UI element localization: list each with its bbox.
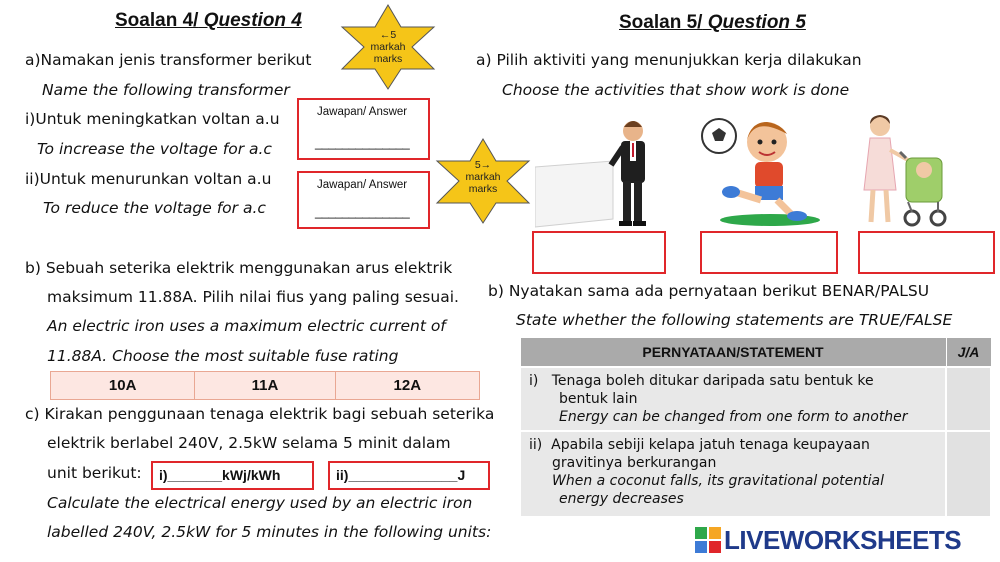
answer-line: ______________ <box>315 204 410 219</box>
q4c-line5: labelled 240V, 2.5kW for 5 minutes in the following units: <box>47 523 492 541</box>
answer-cell-1[interactable] <box>946 367 991 431</box>
statement-2-num: ii) <box>529 436 543 453</box>
liveworksheets-icon <box>695 527 721 553</box>
answer-label: Jawapan/ Answer <box>317 179 408 191</box>
answer-line: ______________ <box>315 135 410 150</box>
statement-col-header: PERNYATAAN/STATEMENT <box>520 338 946 367</box>
q4a-ii-ms: ii)Untuk menurunkan voltan a.u <box>25 170 272 188</box>
fuse-options-table <box>50 371 480 400</box>
q5a-question-ms: a) Pilih aktiviti yang menunjukkan kerja dilakukan <box>476 51 862 69</box>
statement-1-en1: Energy can be changed from one form to another <box>559 408 908 425</box>
q4b-line1: b) Sebuah seterika elektrik menggunakan arus elektrik <box>25 259 453 277</box>
q4a-i-ms: i)Untuk meningkatkan voltan a.u <box>25 110 280 128</box>
statement-2-en2: energy decreases <box>559 490 684 507</box>
statement-1-ms1: Tenaga boleh ditukar daripada satu bentuk ke <box>551 372 874 389</box>
q4a-ii-en: To reduce the voltage for a.c <box>43 199 266 217</box>
q4b-line3: An electric iron uses a maximum electric current of <box>47 317 446 335</box>
answer-cell-2[interactable] <box>946 431 991 517</box>
answer-box-reduce[interactable] <box>297 171 430 229</box>
picture-woman-pushing-stroller <box>840 112 955 230</box>
star-marks: marks <box>468 183 498 195</box>
statement-table <box>519 337 992 518</box>
q5a-question-en: Choose the activities that show work is done <box>502 81 850 99</box>
picture-man-pushing-wall <box>535 115 675 230</box>
q4-heading: Soalan 4/ Question 4 <box>115 10 302 31</box>
answer-label: Jawapan/ Answer <box>317 106 408 118</box>
answer-box-increase[interactable] <box>297 98 430 160</box>
liveworksheets-wordmark: LIVEWORKSHEETS <box>724 524 962 555</box>
q4a-i-en: To increase the voltage for a.c <box>37 140 272 158</box>
q4c-line3: unit berikut: <box>47 464 142 482</box>
answer-box-joule[interactable]: ii)______________J <box>328 461 490 490</box>
answer-box-activity-1[interactable] <box>532 231 666 274</box>
answer-box-activity-2[interactable] <box>700 231 838 274</box>
picture-boy-kicking-ball <box>695 112 825 227</box>
fuse-option-10a[interactable]: 10A <box>51 372 195 400</box>
star-markah: markah <box>465 171 501 183</box>
q5-heading: Soalan 5/ Question 5 <box>619 12 806 33</box>
q4a-question-ms: a)Namakan jenis transformer berikut <box>25 51 312 69</box>
marks-star-q4 <box>338 3 438 91</box>
q5b-question-ms: b) Nyatakan sama ada pernyataan berikut BENAR/PALSU <box>488 282 930 300</box>
answer-col-header: J/A <box>946 338 991 367</box>
q4a-question-en: Name the following transformer <box>42 81 290 99</box>
q4c-line4: Calculate the electrical energy used by an electric iron <box>47 494 473 512</box>
q4c-line2: elektrik berlabel 240V, 2.5kW selama 5 minit dalam <box>47 434 451 452</box>
statement-1-ms2: bentuk lain <box>559 390 638 407</box>
q4b-line2: maksimum 11.88A. Pilih nilai fius yang paling sesuai. <box>47 288 459 306</box>
star-marks: marks <box>373 53 403 65</box>
q4c-line1: c) Kirakan penggunaan tenaga elektrik bagi sebuah seterika <box>25 405 495 423</box>
fuse-option-12a[interactable]: 12A <box>335 372 479 400</box>
q4b-line4: 11.88A. Choose the most suitable fuse rating <box>47 347 399 365</box>
answer-box-activity-3[interactable] <box>858 231 995 274</box>
statement-row-1 <box>520 367 991 431</box>
q5b-question-en: State whether the following statements are TRUE/FALSE <box>516 311 953 329</box>
statement-2-ms1: Apabila sebiji kelapa jatuh tenaga keupayaan <box>551 436 870 453</box>
statement-row-2 <box>520 431 991 517</box>
statement-2-en1: When a coconut falls, its gravitational potential <box>552 472 884 489</box>
marks-star-q5 <box>433 137 533 225</box>
fuse-option-11a[interactable]: 11A <box>195 372 335 400</box>
star-arrow: 5→ <box>474 159 492 171</box>
star-markah: markah <box>370 41 406 53</box>
star-arrow: ←5 <box>379 29 397 41</box>
statement-2-ms2: gravitinya berkurangan <box>552 454 717 471</box>
liveworksheets-logo <box>695 525 961 555</box>
answer-box-kwh[interactable]: i)_______kWj/kWh <box>151 461 314 490</box>
statement-1-num: i) <box>529 372 539 389</box>
